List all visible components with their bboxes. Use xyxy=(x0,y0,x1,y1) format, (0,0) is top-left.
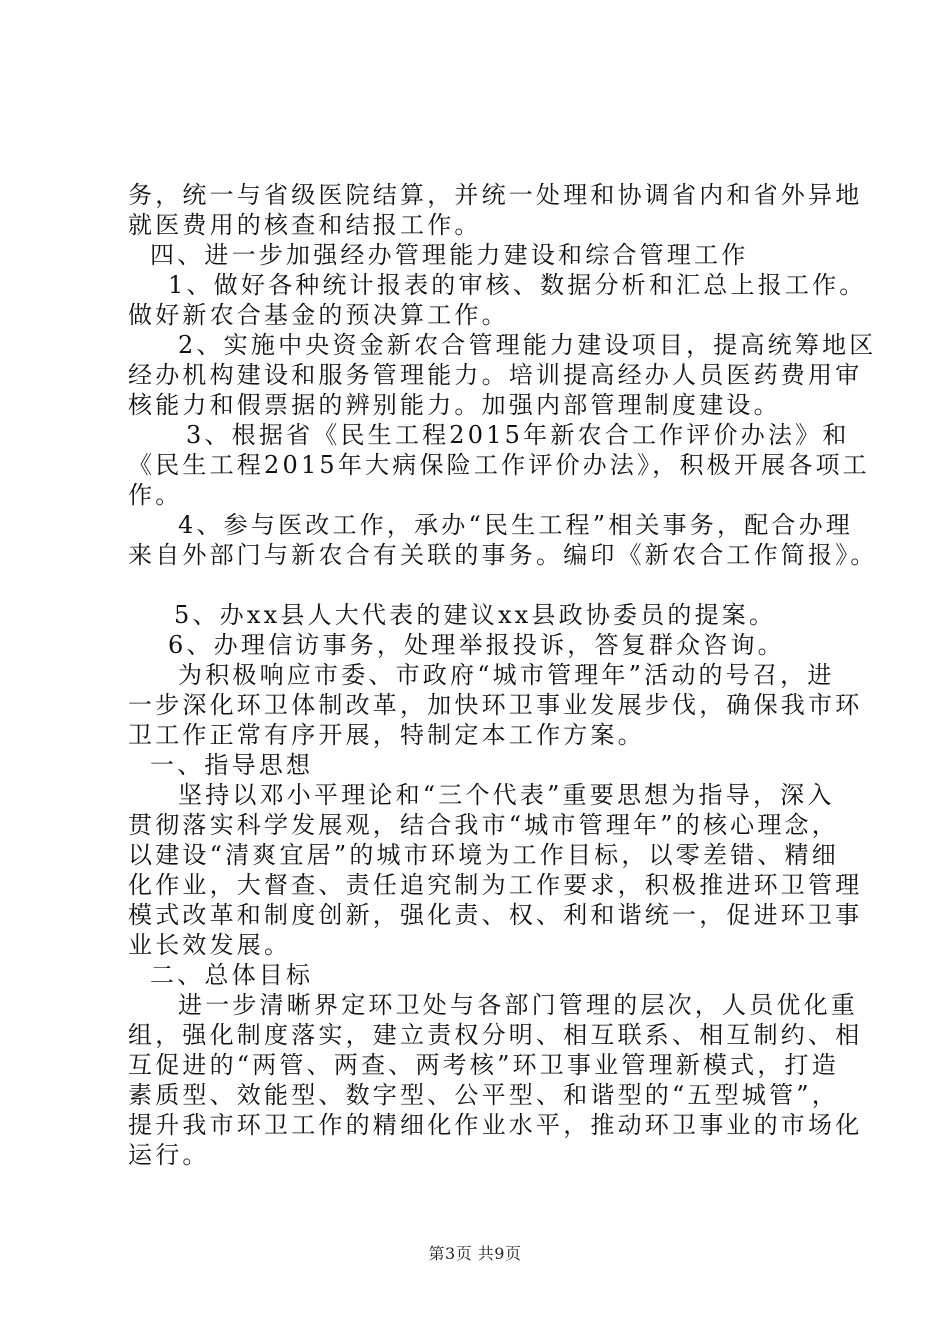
text-line: 二、总体目标 xyxy=(150,961,314,989)
text-line: 一步深化环卫体制改革，加快环卫事业发展步伐，确保我市环 xyxy=(128,691,863,719)
text-line: 模式改革和制度创新，强化责、权、利和谐统一，促进环卫事 xyxy=(128,901,863,929)
text-line: 作。 xyxy=(128,481,183,509)
text-line: 运行。 xyxy=(128,1141,210,1169)
text-line: 化作业，大督查、责任追究制为工作要求，积极推进环卫管理 xyxy=(128,871,863,899)
text-line: 提升我市环卫工作的精细化作业水平，推动环卫事业的市场化 xyxy=(128,1111,863,1139)
text-line: 2、实施中央资金新农合管理能力建设项目，提高统筹地区 xyxy=(178,331,877,359)
text-line: 就医费用的核查和结报工作。 xyxy=(128,211,482,239)
text-line: 3、根据省《民生工程2015年新农合工作评价办法》和 xyxy=(186,421,850,449)
text-line: 以建设“清爽宜居”的城市环境为工作目标，以零差错、精细 xyxy=(128,841,839,869)
text-line: 《民生工程2015年大病保险工作评价办法》，积极开展各项工 xyxy=(128,451,870,479)
text-line: 做好新农合基金的预决算工作。 xyxy=(128,301,509,329)
text-line: 组，强化制度落实，建立责权分明、相互联系、相互制约、相 xyxy=(128,1021,863,1049)
text-line: 4、参与医改工作，承办“民生工程”相关事务，配合办理 xyxy=(178,511,854,539)
text-line: 业长效发展。 xyxy=(128,931,292,959)
text-line: 互促进的“两管、两查、两考核”环卫事业管理新模式，打造 xyxy=(128,1051,839,1079)
text-line: 5、办xx县人大代表的建议xx县政协委员的提案。 xyxy=(174,601,777,629)
text-line: 坚持以邓小平理论和“三个代表”重要思想为指导，深入 xyxy=(178,781,835,809)
text-line: 进一步清晰界定环卫处与各部门管理的层次，人员优化重 xyxy=(178,991,858,1019)
text-line: 务，统一与省级医院结算，并统一处理和协调省内和省外异地 xyxy=(128,181,863,209)
text-line: 6、办理信访事务，处理举报投诉，答复群众咨询。 xyxy=(168,631,785,659)
text-line: 贯彻落实科学发展观，结合我市“城市管理年”的核心理念， xyxy=(128,811,839,839)
text-line: 来自外部门与新农合有关联的事务。编印《新农合工作简报》。 xyxy=(128,541,878,569)
text-line: 四、进一步加强经办管理能力建设和综合管理工作 xyxy=(150,241,749,269)
text-line: 素质型、效能型、数字型、公平型、和谐型的“五型城管”， xyxy=(128,1081,839,1109)
text-line: 一、指导思想 xyxy=(150,751,314,779)
text-line: 卫工作正常有序开展，特制定本工作方案。 xyxy=(128,721,645,749)
text-line: 1、做好各种统计报表的审核、数据分析和汇总上报工作。 xyxy=(168,271,867,299)
text-line: 为积极响应市委、市政府“城市管理年”活动的号召，进 xyxy=(178,661,835,689)
text-line: 核能力和假票据的辨别能力。加强内部管理制度建设。 xyxy=(128,391,781,419)
text-line: 经办机构建设和服务管理能力。培训提高经办人员医药费用审 xyxy=(128,361,863,389)
page-footer: 第3页 共9页 xyxy=(428,1244,522,1263)
